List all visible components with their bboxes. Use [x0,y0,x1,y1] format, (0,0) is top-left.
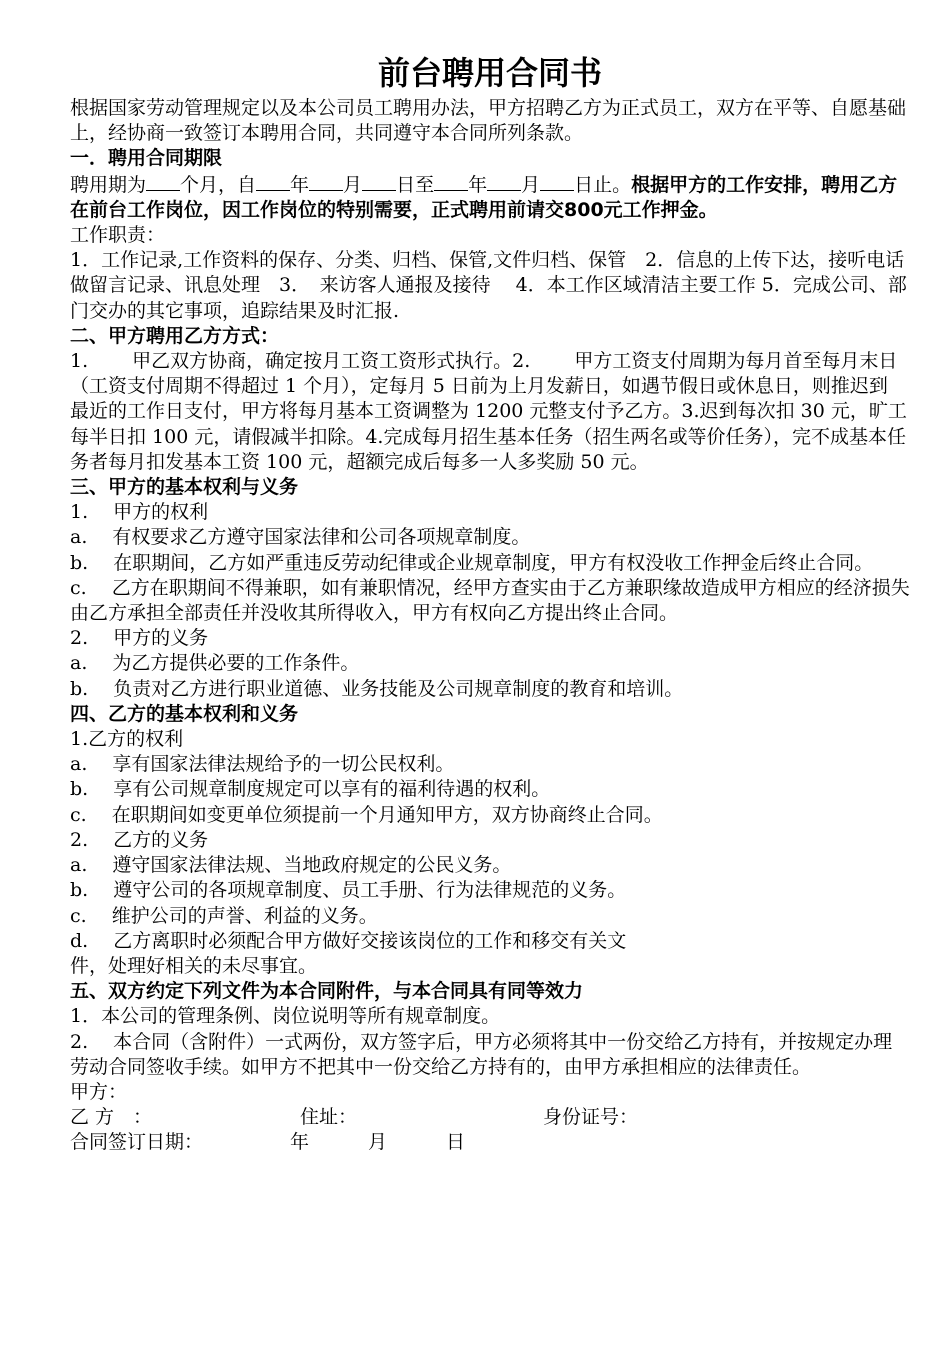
deposit-clause: 根据甲方的工作安排，聘用乙方在前台工作岗位，因工作岗位的特别需要，正式聘用前请交800元工作押金。 [70,173,898,221]
list-item: 1.乙方的权利 [70,728,184,751]
section-4-list [70,727,910,979]
day-label: 日 [446,1131,466,1154]
blank-year [434,172,468,191]
list-item: c. 在职期间如变更单位须提前一个月通知甲方，双方协商终止合同。 [70,803,663,826]
list-item: 2. 乙方的义务 [70,828,209,851]
period-text: 月 [521,173,541,196]
list-item: b. 享有公司规章制度规定可以享有的福利待遇的权利。 [70,778,551,801]
intro-paragraph: 根据国家劳动管理规定以及本公司员工聘用办法，甲方招聘乙方为正式员工，双方在平等、自愿基础上，经协商一致签订本聘用合同，共同遵守本合同所列条款。 [70,97,907,145]
list-item: a. 享有国家法律法规给予的一切公民权利。 [70,753,455,776]
period-text: 月 [343,173,363,196]
section-5-heading: 五、双方约定下列文件为本合同附件，与本合同具有同等效力 [70,980,584,1003]
payment-paragraph-1: 1. 甲乙双方协商，确定按月工资工资形式执行。2. 甲方工资支付周期为每月首至每月末日 [70,350,898,373]
payment-paragraph-3: 最近的工作日支付，甲方将每月基本工资调整为 1200 元整支付予乙方。3.迟到每次扣 30 元，旷工每半日扣 100 元，请假减半扣除。4.完成每月招生基本任务（招生两名或等价任务），完不成基本任务者每月扣发基本工资 100 元，超额完成后每多一人多奖励 50 元。 [70,400,907,473]
employment-period [70,172,910,223]
blank-month [309,172,343,191]
period-text: 年 [290,173,310,196]
period-text: 聘用期为 [70,173,147,196]
party-b-label: 乙 方 ： [70,1106,153,1129]
blank-year [256,172,290,191]
list-item: b. 在职期间，乙方如严重违反劳动纪律或企业规章制度，甲方有权没收工作押金后终止合同。 [70,551,874,574]
blank-day [540,172,574,191]
list-item: a. 遵守国家法律法规、当地政府规定的公民义务。 [70,854,512,877]
list-item: 2. 本合同（含附件）一式两份，双方签字后，甲方必须将其中一份交给乙方持有，并按规定办理劳动合同签收手续。如甲方不把其中一份交给乙方持有的，由甲方承担相应的法律责任。 [70,1030,893,1078]
year-label: 年 [290,1131,310,1154]
payment-paragraph-2: （工资支付周期不得超过 1 个月），定每月 5 日前为上月发薪日，如遇节假日或休息日，则推迟到 [70,375,888,398]
section-2-heading: 二、甲方聘用乙方方式： [70,324,280,347]
list-item: 件，处理好相关的未尽事宜。 [70,954,318,977]
list-item: b. 负责对乙方进行职业道德、业务技能及公司规章制度的教育和培训。 [70,677,684,700]
list-item: 1. 甲方的权利 [70,501,209,524]
list-item: a. 有权要求乙方遵守国家法律和公司各项规章制度。 [70,526,531,549]
list-item: d. 乙方离职时必须配合甲方做好交接该岗位的工作和移交有关文 [70,929,627,952]
signing-date-label: 合同签订日期： [70,1131,204,1154]
section-4-heading: 四、乙方的基本权利和义务 [70,702,299,725]
period-text: 个月，自 [180,173,257,196]
section-1-heading: 一．聘用合同期限 [70,147,223,170]
party-a-label: 甲方： [70,1080,128,1103]
list-item: 1．本公司的管理条例、岗位说明等所有规章制度。 [70,1005,501,1028]
party-b-row [70,1105,910,1130]
blank-day [362,172,396,191]
contract-document [70,50,910,1156]
blank-months [146,172,180,191]
section-5-list [70,1004,910,1080]
list-item: b. 遵守公司的各项规章制度、员工手册、行为法律规范的义务。 [70,879,627,902]
month-label: 月 [368,1131,388,1154]
address-label: 住址： [300,1106,358,1129]
id-number-label: 身份证号： [543,1106,639,1129]
period-text: 年 [468,173,488,196]
document-title: 前台聘用合同书 [377,54,602,92]
duties-label: 工作职责： [70,224,166,247]
list-item: a. 为乙方提供必要的工作条件。 [70,652,360,675]
section-3-list [70,500,910,702]
list-item: 2. 甲方的义务 [70,627,209,650]
signing-date-row [70,1130,910,1155]
list-item: c. 维护公司的声誉、利益的义务。 [70,904,378,927]
list-item: c. 乙方在职期间不得兼职，如有兼职情况，经甲方查实由于乙方兼职缘故造成甲方相应的经济损失由乙方承担全部责任并没收其所得收入，甲方有权向乙方提出终止合同。 [70,576,910,625]
section-3-heading: 三、甲方的基本权利与义务 [70,476,299,499]
period-text: 日止。 [574,173,632,196]
blank-month [487,172,521,191]
period-text: 日至 [396,173,435,196]
duties-list: 1．工作记录,工作资料的保存、分类、归档、保管,文件归档、保管 2．信息的上传下达，接听电话做留言记录、讯息处理 3． 来访客人通报及接待 4．本工作区域清洁主要工作 5．完成公司、部门交办的其它事项，追踪结果及时汇报. [70,249,907,322]
